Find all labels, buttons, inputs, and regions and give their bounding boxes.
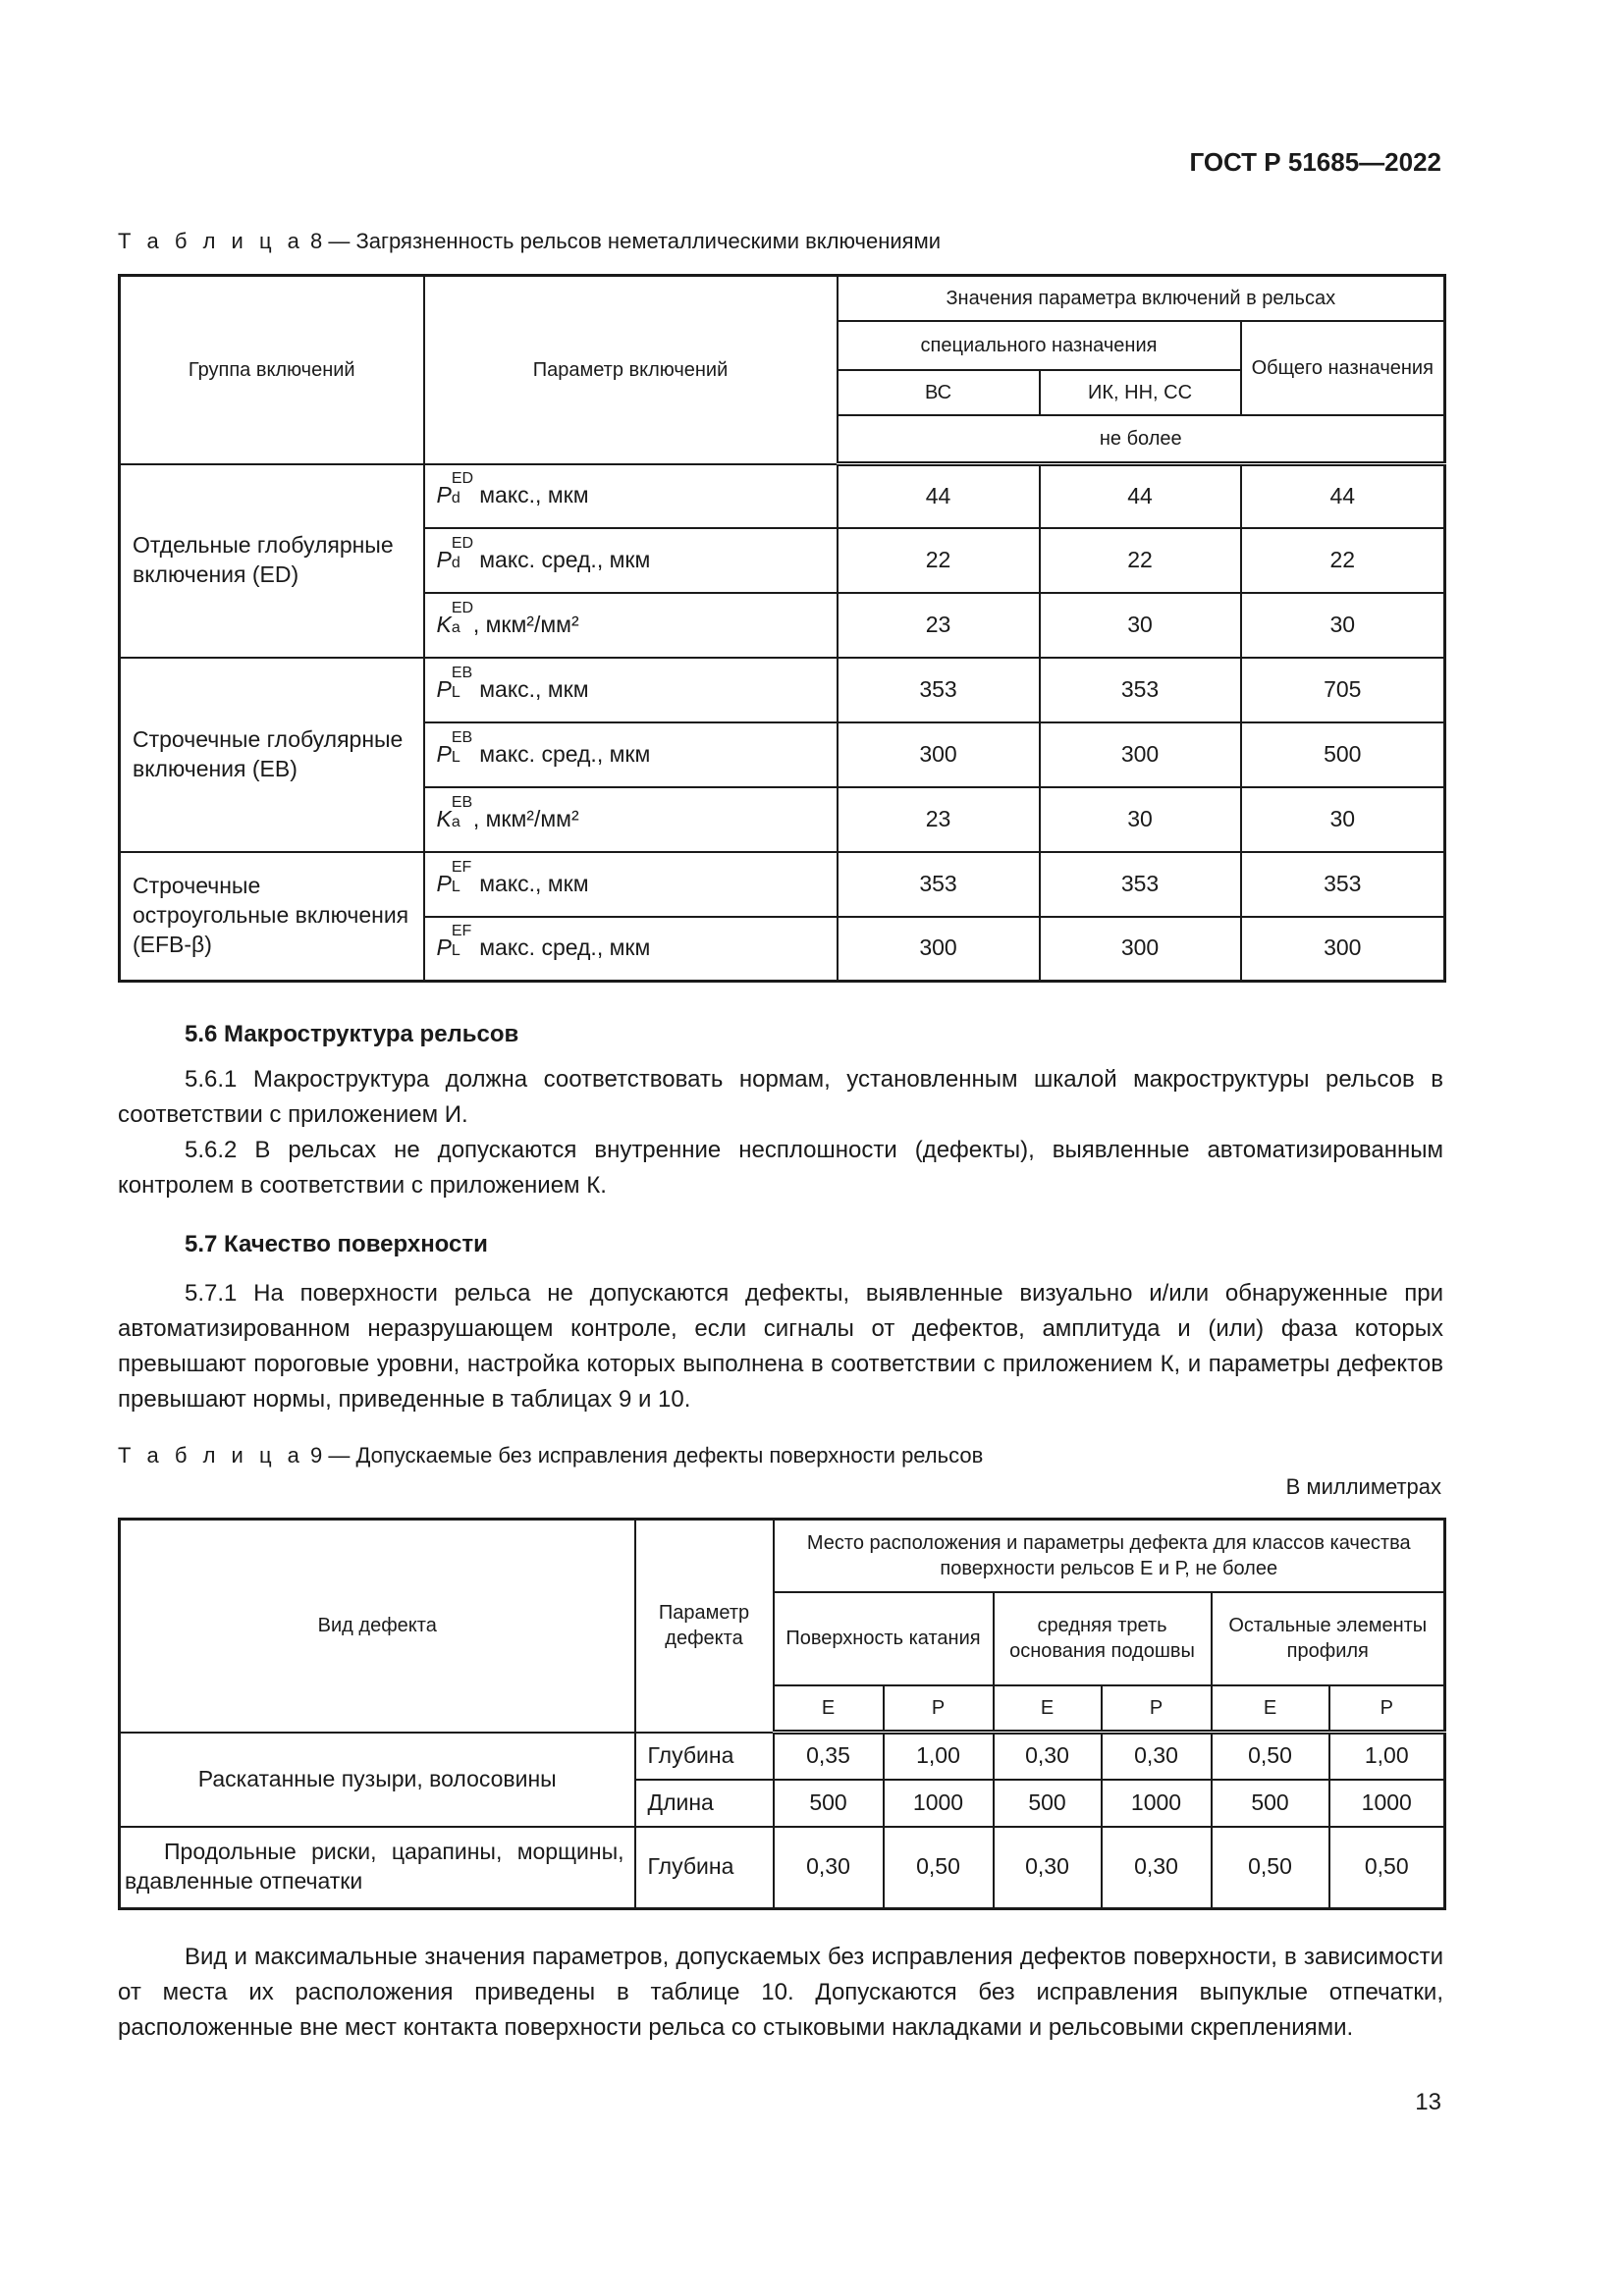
param-cell: P EB L макс. сред., мкм [424, 722, 838, 787]
table8-caption [118, 229, 941, 254]
group-ed: Отдельные глобулярные включения (ED) [120, 464, 424, 658]
value-general: 353 [1241, 852, 1445, 917]
th-general: Общего назначения [1241, 321, 1445, 415]
table-label: Т а б л и ц а [118, 1443, 304, 1468]
value-vs: 23 [838, 593, 1040, 658]
defect-param: Глубина [635, 1827, 774, 1909]
value-general: 44 [1241, 464, 1445, 528]
value-vs: 22 [838, 528, 1040, 593]
group-eb: Строчечные глобулярные включения (EB) [120, 658, 424, 852]
section-5-6-body [118, 1062, 1443, 1203]
value-cell: 0,30 [994, 1827, 1102, 1909]
closing-paragraph [118, 1940, 1443, 2046]
value-cell: 0,30 [1102, 1827, 1212, 1909]
th-max: не более [838, 415, 1445, 464]
value-cell: 1,00 [884, 1733, 994, 1780]
section-5-6-heading: 5.6 Макроструктура рельсов [185, 1021, 519, 1047]
value-cell: 1000 [1329, 1780, 1445, 1827]
th-param: Параметр включений [424, 276, 838, 464]
value-cell: 500 [774, 1780, 884, 1827]
value-ik: 353 [1040, 658, 1241, 722]
param-cell: P EF L макс. сред., мкм [424, 917, 838, 982]
value-vs: 44 [838, 464, 1040, 528]
th-middle: средняя треть основания подошвы [994, 1592, 1212, 1685]
value-ik: 300 [1040, 917, 1241, 982]
paragraph-5-7-1: 5.7.1 На поверхности рельса не допускаются дефекты, выявленные визуально и/или обнаруженные при автоматизированном неразрушающем контроле, если сигналы от дефектов, амплитуда и (или) фаза которых превышают пороговые уровни, настройка которых выполнена в соответствии с приложением К, и параметры дефектов превышают нормы, приведенные в таблицах 9 и 10. [118, 1280, 1443, 1413]
value-general: 30 [1241, 787, 1445, 852]
param-cell: K ED a , мкм²/мм² [424, 593, 838, 658]
table-label: Т а б л и ц а [118, 229, 304, 253]
value-cell: 1000 [884, 1780, 994, 1827]
th-p: Р [884, 1685, 994, 1733]
value-cell: 0,50 [1329, 1827, 1445, 1909]
value-general: 30 [1241, 593, 1445, 658]
paragraph-5-6-2: 5.6.2 В рельсах не допускаются внутренние несплошности (дефекты), выявленные автоматизированным контролем в соответствии с приложением К. [118, 1137, 1443, 1199]
param-cell: P EF L макс., мкм [424, 852, 838, 917]
th-ik: ИК, НН, СС [1040, 370, 1241, 415]
value-ik: 353 [1040, 852, 1241, 917]
param-cell: K EB a , мкм²/мм² [424, 787, 838, 852]
value-cell: 0,30 [994, 1733, 1102, 1780]
value-general: 300 [1241, 917, 1445, 982]
defect-kind: Раскатанные пузыри, волосовины [120, 1733, 635, 1827]
value-vs: 300 [838, 722, 1040, 787]
th-other: Остальные элементы профиля [1212, 1592, 1445, 1685]
value-cell: 500 [994, 1780, 1102, 1827]
table8-caption-text: 8 — Загрязненность рельсов неметаллическими включениями [310, 229, 941, 253]
th-group: Группа включений [120, 276, 424, 464]
th-surface: Поверхность катания [774, 1592, 994, 1685]
value-general: 500 [1241, 722, 1445, 787]
value-ik: 22 [1040, 528, 1241, 593]
value-cell: 1,00 [1329, 1733, 1445, 1780]
th-param: Параметр дефекта [635, 1520, 774, 1733]
table9-caption [118, 1443, 983, 1468]
defect-kind: Продольные риски, царапины, морщины, вдавленные отпечатки [120, 1827, 635, 1909]
value-ik: 30 [1040, 787, 1241, 852]
th-p: Р [1102, 1685, 1212, 1733]
value-ik: 44 [1040, 464, 1241, 528]
th-location: Место расположения и параметры дефекта для классов качества поверхности рельсов Е и Р, не более [774, 1520, 1445, 1592]
value-general: 705 [1241, 658, 1445, 722]
value-ik: 30 [1040, 593, 1241, 658]
value-cell: 0,30 [1102, 1733, 1212, 1780]
value-cell: 500 [1212, 1780, 1329, 1827]
defect-param: Длина [635, 1780, 774, 1827]
paragraph-text: Вид и максимальные значения параметров, допускаемых без исправления дефектов поверхности, в зависимости от места их расположения приведены в таблице 10. Допускаются без исправления выпуклые отпечатки, расположенные вне мест контакта поверхности рельса со стыковыми накладками и рельсовыми скреплениями. [118, 1944, 1443, 2041]
value-vs: 23 [838, 787, 1040, 852]
value-cell: 0,35 [774, 1733, 884, 1780]
table8-inclusions [118, 274, 1446, 983]
th-values: Значения параметра включений в рельсах [838, 276, 1445, 321]
page-number: 13 [1415, 2089, 1441, 2115]
group-efb: Строчечные остроугольные включения (EFB-β) [120, 852, 424, 982]
param-cell: P EB L макс., мкм [424, 658, 838, 722]
units-note: В миллиметрах [1285, 1474, 1441, 1499]
value-cell: 0,50 [1212, 1827, 1329, 1909]
value-ik: 300 [1040, 722, 1241, 787]
value-cell: 0,50 [1212, 1733, 1329, 1780]
value-cell: 1000 [1102, 1780, 1212, 1827]
th-e: Е [1212, 1685, 1329, 1733]
value-vs: 300 [838, 917, 1040, 982]
th-e: Е [994, 1685, 1102, 1733]
value-cell: 0,50 [884, 1827, 994, 1909]
table9-surface-defects [118, 1518, 1446, 1910]
value-vs: 353 [838, 658, 1040, 722]
table9-caption-text: 9 — Допускаемые без исправления дефекты поверхности рельсов [310, 1443, 984, 1468]
section-5-7-heading: 5.7 Качество поверхности [185, 1231, 488, 1257]
param-cell: P ED d макс. сред., мкм [424, 528, 838, 593]
param-cell: P ED d макс., мкм [424, 464, 838, 528]
defect-param: Глубина [635, 1733, 774, 1780]
document-id: ГОСТ Р 51685—2022 [1189, 147, 1441, 177]
th-special: специального назначения [838, 321, 1241, 370]
value-vs: 353 [838, 852, 1040, 917]
th-p: Р [1329, 1685, 1445, 1733]
th-e: Е [774, 1685, 884, 1733]
value-general: 22 [1241, 528, 1445, 593]
th-kind: Вид дефекта [120, 1520, 635, 1733]
paragraph-5-6-1: 5.6.1 Макроструктура должна соответствовать нормам, установленным шкалой макроструктуры рельсов в соответствии с приложением И. [118, 1066, 1443, 1128]
th-vs: ВС [838, 370, 1040, 415]
section-5-7-body [118, 1276, 1443, 1417]
value-cell: 0,30 [774, 1827, 884, 1909]
